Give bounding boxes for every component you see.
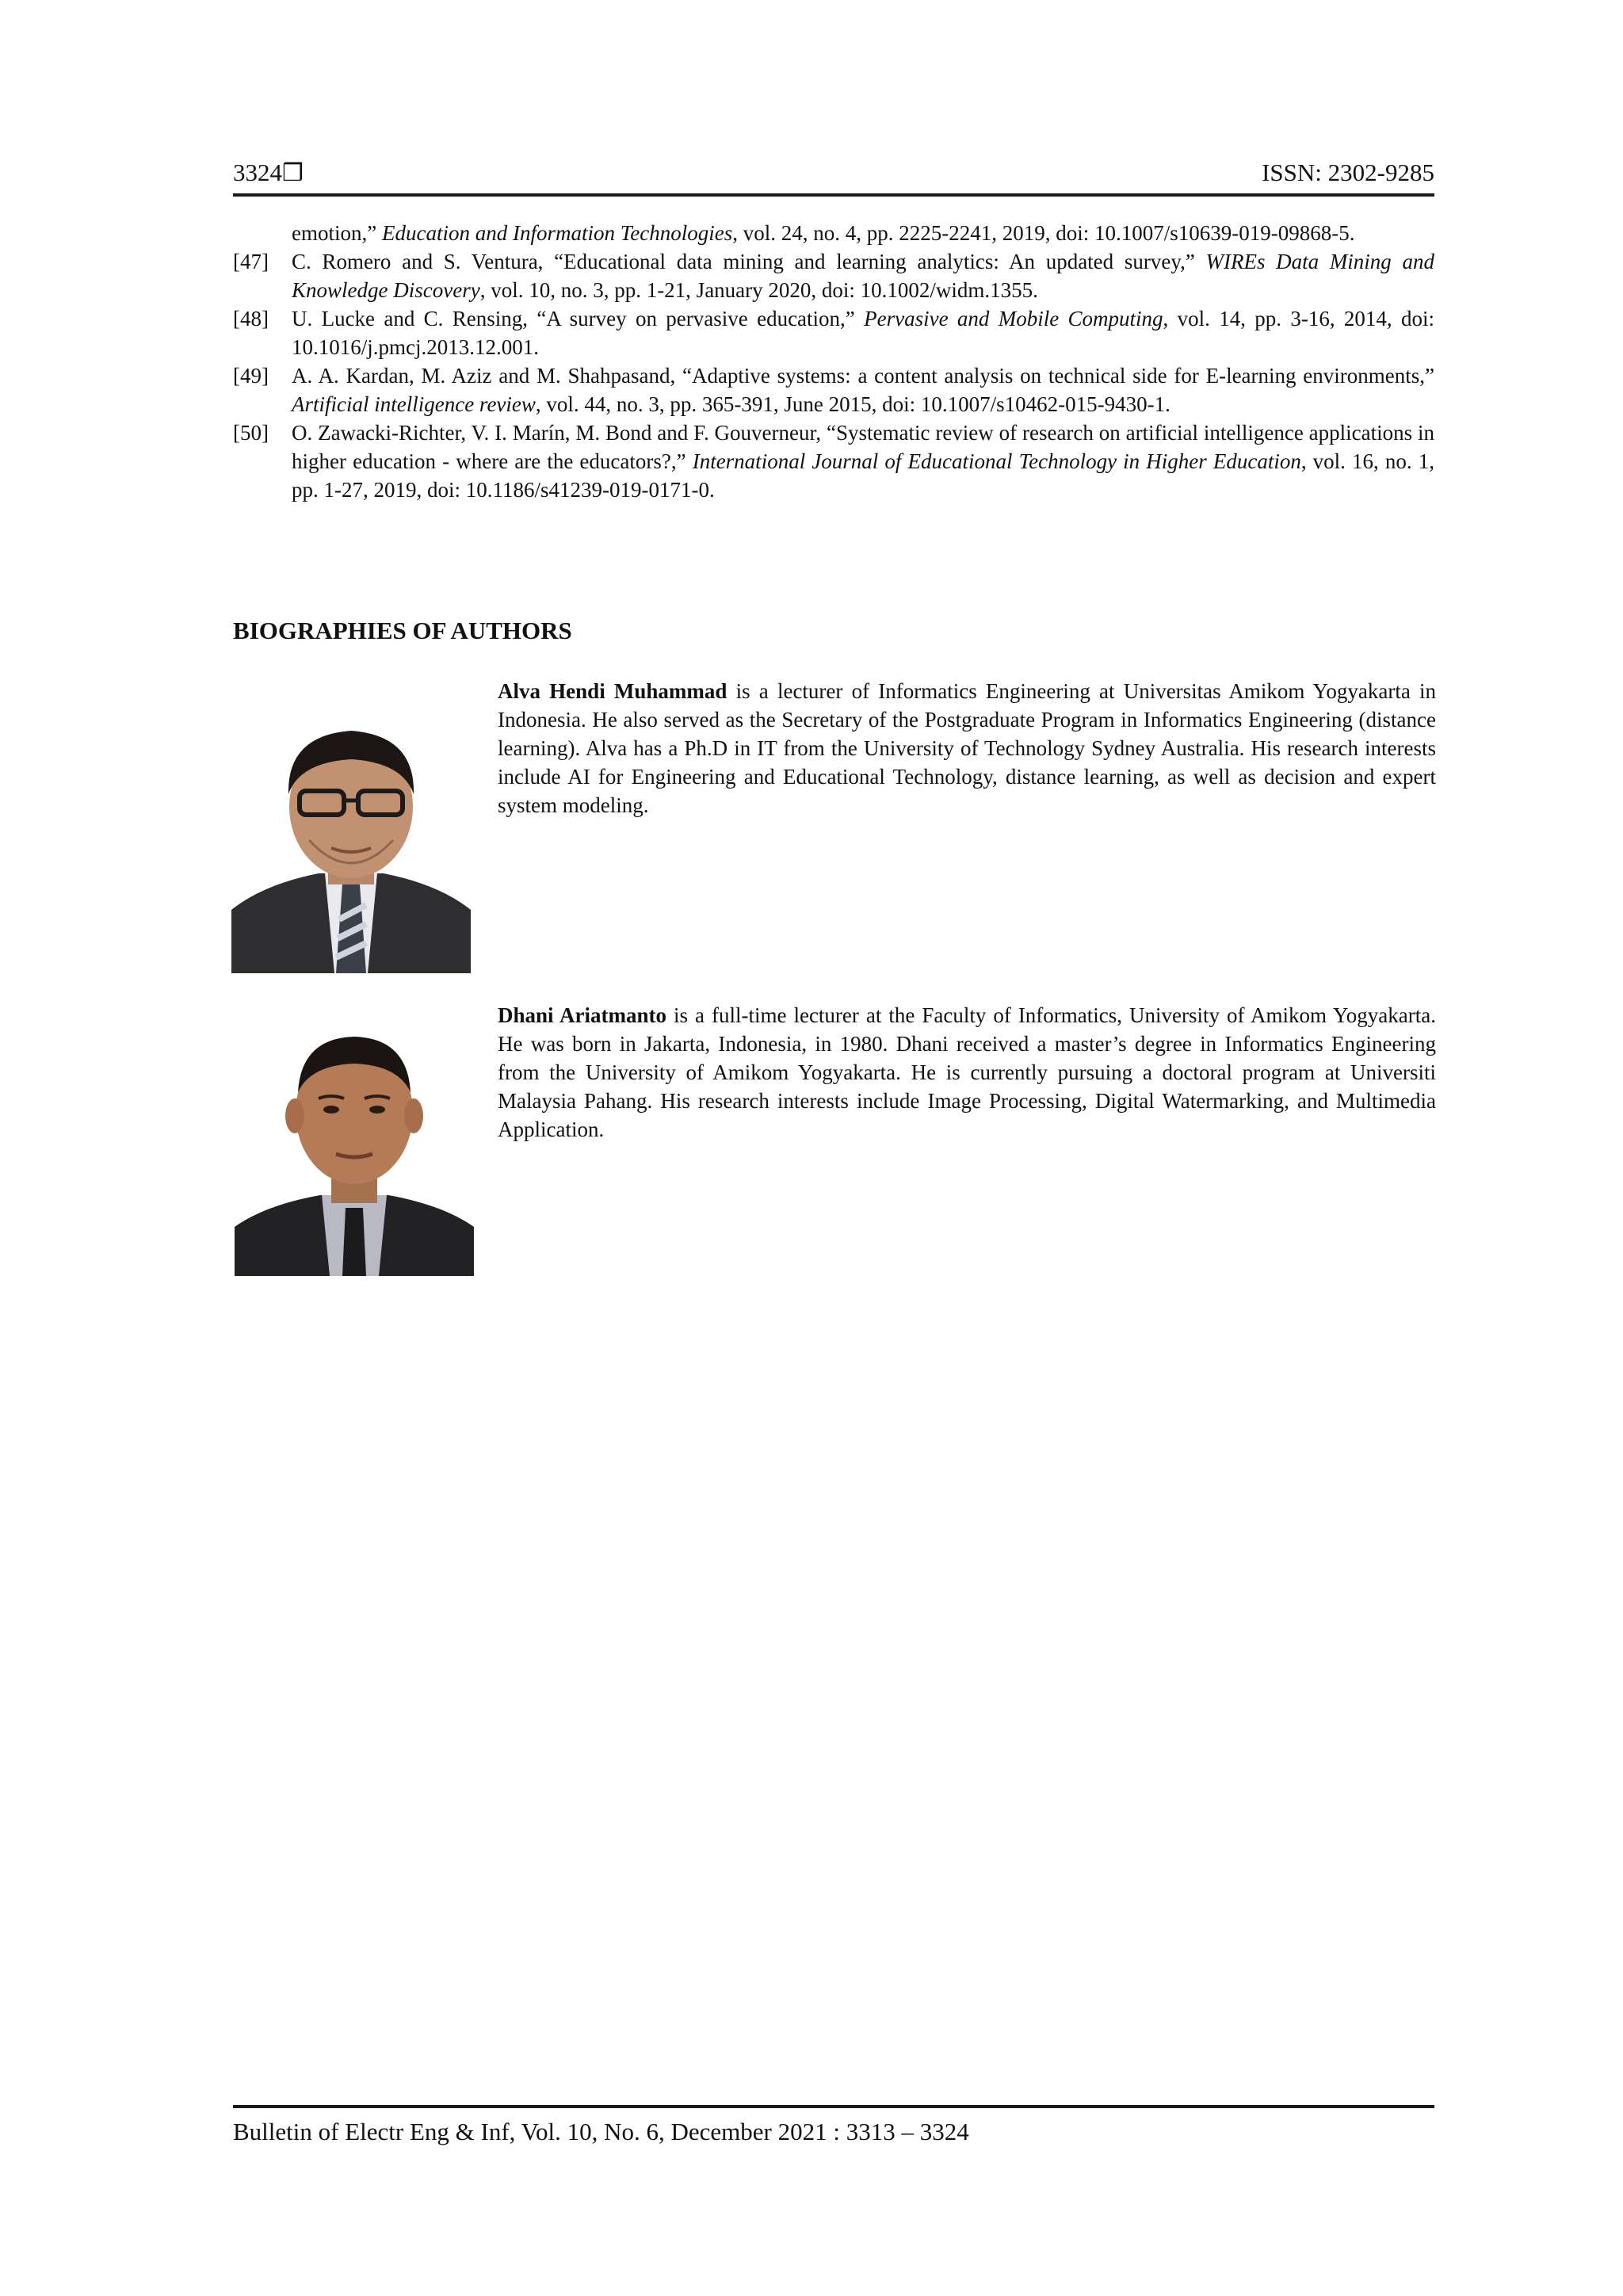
reference-number: [48] [233, 307, 269, 330]
reference-49: [49] A. A. Kardan, M. Aziz and M. Shahpasand, “Adaptive systems: a content analysis on technical side for E-learning environments,” Artificial intelligence review, vol. 44, no. 3, pp. 365-391, June 2015, doi: 10.1007/s10462-015-9430-1. [233, 361, 1434, 418]
reference-number: [50] [233, 421, 269, 445]
box-mark-icon: ❒ [282, 160, 304, 186]
author-name: Dhani Ariatmanto [498, 1003, 667, 1027]
reference-number: [47] [233, 250, 269, 273]
journal-title: Artificial intelligence review [292, 392, 536, 416]
author-bio-alva: Alva Hendi Muhammad is a lecturer of Informatics Engineering at Universitas Amikom Yogyakarta in Indonesia. He also served as the Secretary of the Postgraduate Program in Informatics Engineering (distance learning). Alva has a Ph.D in IT from the University of Technology Sydney Australia. His research interests include AI for Engineering and Educational Technology, distance learning, as well as decision and expert system modeling. [498, 679, 1436, 817]
issn-label: ISSN: 2302-9285 [1262, 159, 1434, 186]
reference-48: [48] U. Lucke and C. Rensing, “A survey on pervasive education,” Pervasive and Mobile Computing, vol. 14, pp. 3-16, 2014, doi: 10.1016/j.pmcj.2013.12.001. [233, 304, 1434, 361]
reference-number: [49] [233, 364, 269, 388]
reference-47: [47] C. Romero and S. Ventura, “Educational data mining and learning analytics: An updated survey,” WIREs Data Mining and Knowledge Discovery, vol. 10, no. 3, pp. 1-21, January 2020, doi: 10.1002/widm.1355. [233, 247, 1434, 304]
reference-50: [50] O. Zawacki-Richter, V. I. Marín, M. Bond and F. Gouverneur, “Systematic review of research on artificial intelligence applications in higher education - where are the educators?,” International Journal of Educational Technology in Higher Education, vol. 16, no. 1, pp. 1-27, 2019, doi: 10.1186/s41239-019-0171-0. [233, 418, 1434, 504]
author-photo-dhani [235, 997, 474, 1276]
page-footer [233, 2105, 1434, 2148]
reference-list [233, 219, 1434, 504]
journal-title: WIREs Data Mining and Knowledge Discovery [292, 250, 1434, 302]
author-photo-alva [231, 697, 471, 973]
biographies-heading: BIOGRAPHIES OF AUTHORS [233, 617, 572, 644]
author-bio-dhani: Dhani Ariatmanto is a full-time lecturer at the Faculty of Informatics, University of Amikom Yogyakarta. He was born in Jakarta, Indonesia, in 1980. Dhani received a master’s degree in Informatics Engineering from the University of Amikom Yogyakarta. He is currently pursuing a doctoral program at Universiti Malaysia Pahang. His research interests include Image Processing, Digital Watermarking, and Multimedia Application. [498, 1003, 1436, 1141]
journal-title: International Journal of Educational Technology in Higher Education [692, 449, 1301, 473]
reference-46-continuation: emotion,” Education and Information Technologies, vol. 24, no. 4, pp. 2225-2241, 2019, doi: 10.1007/s10639-019-09868-5. [292, 221, 1355, 245]
journal-title: Pervasive and Mobile Computing [864, 307, 1163, 330]
author-name: Alva Hendi Muhammad [498, 679, 727, 703]
footer-citation: Bulletin of Electr Eng & Inf, Vol. 10, No. 6, December 2021 : 3313 – 3324 [233, 2118, 969, 2145]
page-number: 3324❒ [233, 159, 304, 186]
page-header [233, 155, 1434, 197]
journal-title: Education and Information Technologies [381, 221, 733, 245]
